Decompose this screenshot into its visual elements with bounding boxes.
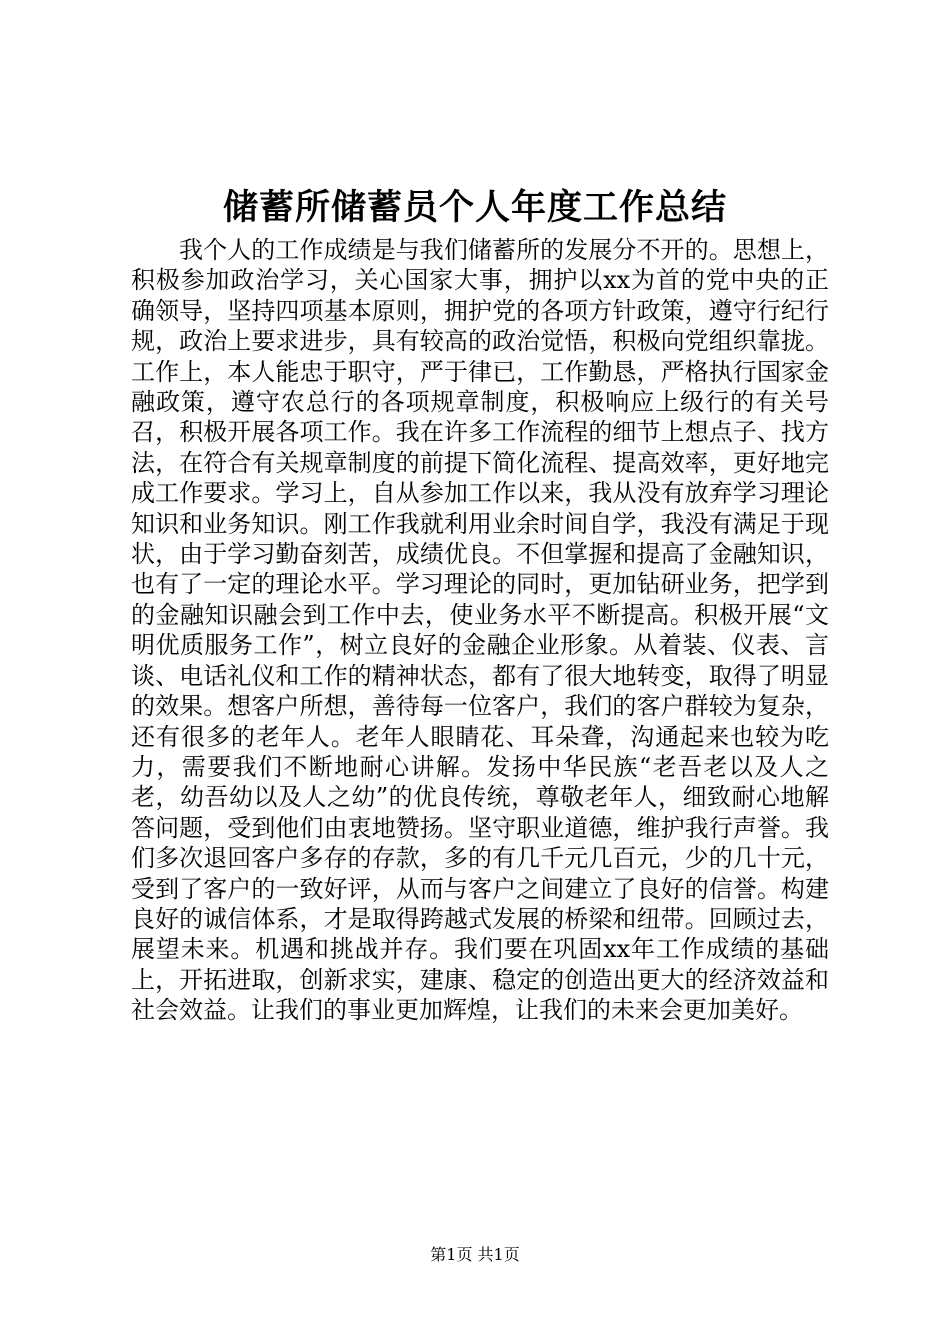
- document-body-paragraph: 我个人的工作成绩是与我们储蓄所的发展分不开的。思想上，积极参加政治学习，关心国家大事，拥护以xx为首的党中央的正确领导，坚持四项基本原则，拥护党的各项方针政策，遵守行纪行规，政治上要求进步，具有较高的政治觉悟，积极向党组织靠拢。工作上，本人能忠于职守，严于律已，工作勤恳，严格执行国家金融政策，遵守农总行的各项规章制度，积极响应上级行的有关号召，积极开展各项工作。我在许多工作流程的细节上想点子、找方法，在符合有关规章制度的前提下简化流程、提高效率，更好地完成工作要求。学习上，自从参加工作以来，我从没有放弃学习理论知识和业务知识。刚工作我就利用业余时间自学，我没有满足于现状，由于学习勤奋刻苦，成绩优良。不但掌握和提高了金融知识，也有了一定的理论水平。学习理论的同时，更加钻研业务，把学到的金融知识融会到工作中去，使业务水平不断提高。积极开展“文明优质服务工作”，树立良好的金融企业形象。从着装、仪表、言谈、电话礼仪和工作的精神状态，都有了很大地转变，取得了明显的效果。想客户所想，善待每一位客户，我们的客户群较为复杂，还有很多的老年人。老年人眼睛花、耳朵聋，沟通起来也较为吃力，需要我们不断地耐心讲解。发扬中华民族“老吾老以及人之老，幼吾幼以及人之幼”的优良传统，尊敬老年人，细致耐心地解答问题，受到他们由衷地赞扬。坚守职业道德，维护我行声誉。我们多次退回客户多存的存款，多的有几千元几百元，少的几十元，受到了客户的一致好评，从而与客户之间建立了良好的信誉。构建良好的诚信体系，才是取得跨越式发展的桥梁和纽带。回顾过去，展望未来。机遇和挑战并存。我们要在巩固xx年工作成绩的基础上，开拓进取，创新求实，建康、稳定的创造出更大的经济效益和社会效益。让我们的事业更加辉煌，让我们的未来会更加美好。: [131, 236, 829, 1025]
- page-number-footer: 第1页 共1页: [430, 1245, 520, 1264]
- document-title: 储蓄所储蓄员个人年度工作总结: [222, 187, 727, 228]
